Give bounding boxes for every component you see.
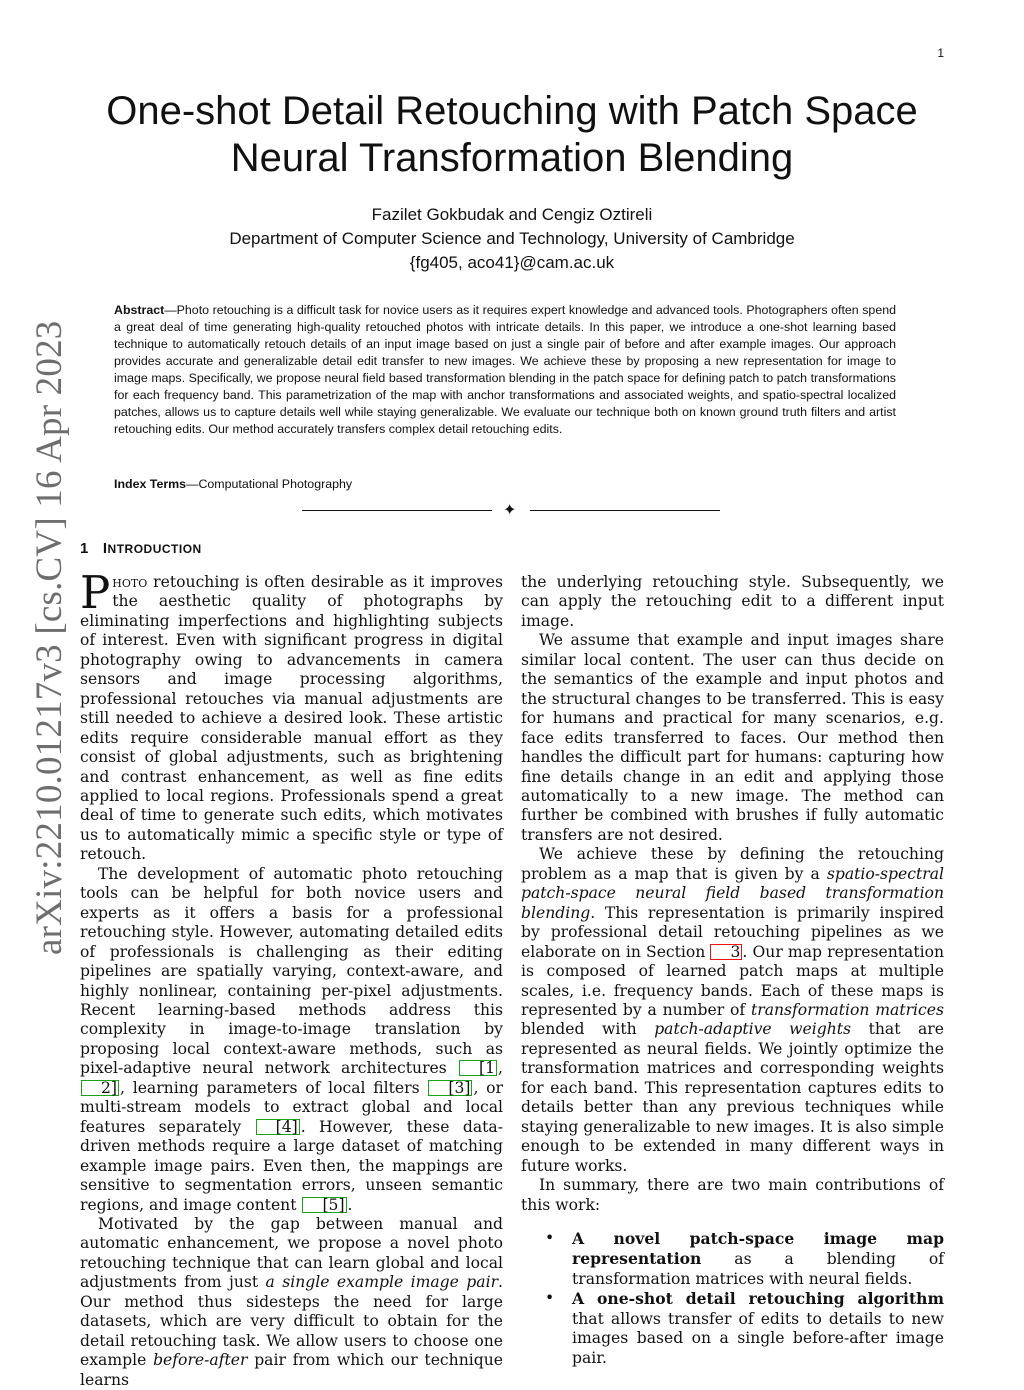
citation-link-2[interactable]: 2] [81, 1080, 119, 1096]
citation-link-4[interactable]: [4] [256, 1119, 300, 1135]
right-column [521, 573, 944, 1368]
abstract-label: Abstract [114, 303, 165, 317]
paragraph-text: . [347, 1195, 353, 1214]
intro-paragraph-6 [521, 845, 944, 1176]
paragraph-text: blended with [521, 1020, 655, 1039]
paragraph-text: , [498, 1059, 503, 1078]
author-email: {fg405, aco41}@cam.ac.uk [409, 253, 615, 272]
paragraph-text: We achieve these by defining the retouching problem as a map that is given by a [521, 845, 944, 883]
separator-rule-right [530, 510, 720, 511]
drop-cap: P [80, 566, 111, 619]
left-column [80, 566, 503, 1390]
paragraph-text: . Our method thus sidesteps the need for large datasets, which are very difficult to obtain for the detail retouching task. We allow users to choose one example [80, 1273, 503, 1370]
section-title-rest: NTRODUCTION [107, 542, 202, 556]
title-line-2: Neural Transformation Blending [230, 136, 794, 180]
citation-link-1[interactable]: [1 [459, 1060, 497, 1076]
intro-paragraph-7: In summary, there are two main contributions of this work: [521, 1176, 944, 1214]
contributions-list [521, 1229, 944, 1368]
section-ref-link[interactable]: 3 [710, 944, 742, 960]
bold-text: A one-shot detail retouching algorithm [572, 1289, 944, 1309]
paragraph-text: as a blending of transformation matrices with neural fields. [572, 1250, 944, 1288]
index-terms-text: —Computational Photography [186, 477, 353, 491]
emphasis-text: before-after [153, 1351, 248, 1370]
paper-title [80, 88, 944, 182]
citation-link-3[interactable]: [3] [428, 1080, 472, 1096]
paragraph-text: , or multi-stream models to extract global and local features separately [80, 1078, 503, 1136]
small-caps-lead: hoto [112, 573, 148, 591]
contribution-item-2 [521, 1289, 944, 1368]
abstract [114, 302, 896, 438]
paragraph-text: pair from which our technique learns [80, 1351, 503, 1389]
author-names: Fazilet Gokbudak and Cengiz Oztireli [371, 205, 653, 224]
paragraph-text: . However, these data-driven methods require a large dataset of matching example image pairs. Even then, the mappings are sensitive to segmentation errors, unseen semantic regions, and image content [80, 1117, 503, 1214]
emphasis-text: a single example image pair [265, 1273, 499, 1292]
paragraph-text: that allows transfer of edits to details to new images based on a single before-after image pair. [572, 1309, 944, 1367]
title-line-1: One-shot Detail Retouching with Patch Space [106, 89, 918, 133]
section-number: 1 [80, 540, 89, 557]
author-affiliation: Department of Computer Science and Technology, University of Cambridge [229, 229, 795, 248]
contribution-item-1 [521, 1229, 944, 1289]
emphasis-text: spatio-spectral patch-space neural field based transformation blending [521, 864, 944, 922]
intro-paragraph-5: We assume that example and input images share similar local content. The user can thus decide on the semantics of the example and input photos and the structural changes to be transferred. This is easy for humans and practical for many scenarios, e.g. face edits transferred to faces. Our method then handles the difficult part for humans: capturing how fine details change in an edit and applying those automatically to a new image. The method can further be combined with brushes if fully automatic transfers are not desired. [521, 631, 944, 844]
paragraph-text: . This representation is primarily inspired by professional detail retouching pipelines as we elaborate on in Section [521, 903, 944, 961]
intro-paragraph-1 [80, 566, 503, 865]
abstract-text: —Photo retouching is a difficult task for novice users as it requires expert knowledge and advanced tools. Photographers often spend a great deal of time generating high-quality retouched photos with intricate details. In this paper, we introduce a one-shot learning based technique to automatically retouch details of an input image based on just a single pair of before and after example images. Our approach provides accurate and generalizable detail edit transfer to new images. We achieve these by proposing a new representation for image to image maps. Specifically, we propose neural field based transformation blending in the patch space for defining patch to patch transformations for each frequency band. This parametrization of the map with anchor transformations and associated weights, and spatio-spectral localized patches, allows us to capture details well while staying generalizable. We evaluate our technique both on known ground truth filters and artist retouching edits. Our method accurately transfers complex detail retouching edits. [114, 303, 896, 436]
index-terms-label: Index Terms [114, 477, 187, 491]
separator-rule-left [302, 510, 492, 511]
section-heading [80, 540, 202, 557]
paragraph-text: retouching is often desirable as it improves the aesthetic quality of photographs by eliminating imperfections and highlighting subjects of interest. Even with significant progress in digital photography owing to advancements in camera sensors and image processing algorithms, professional retouches via manual adjustments are still needed to achieve a desired look. These artistic edits require considerable manual effort as they consist of global adjustments, such as brightening and contrast enhancement, as well as fine edits applied to local regions. Professionals spend a great deal of time to generate such edits, which motivates us to automatically mimic a specific style or type of retouch. [80, 573, 503, 864]
author-block [80, 203, 944, 275]
intro-paragraph-2 [80, 865, 503, 1215]
paragraph-text: , learning parameters of local filters [120, 1078, 428, 1097]
section-initial: I [102, 540, 108, 557]
paragraph-text: The development of automatic photo retouching tools can be helpful for both novice users and experts as it offers a basis for a professional retouching style. However, automating detailed edits of professionals is challenging as their editing pipelines are spatially varying, context-aware, and highly nonlinear, containing per-pixel adjustments. Recent learning-based methods address this complexity in image-to-image translation by proposing local context-aware methods, such as pixel-adaptive neural network architectures [80, 864, 503, 1078]
separator-star-icon: ✦ [503, 500, 517, 519]
emphasis-text: transformation matrices [750, 1000, 944, 1019]
paragraph-text: . Our map representation is composed of learned patch maps at multiple scales, i.e. frequency bands. Each of these maps is represented by a number of [521, 942, 944, 1019]
paragraph-text: Motivated by the gap between manual and automatic enhancement, we propose a novel photo retouching technique that can learn global and local adjustments from just [80, 1214, 503, 1292]
bold-text: A novel patch-space image map representation [572, 1228, 944, 1269]
index-terms [114, 476, 352, 493]
paragraph-text: that are represented as neural fields. We jointly optimize the transformation matrices and corresponding weights for each band. This representation captures edits to details better than any previous techniques while staying generalizable to new images. It is also simple enough to be extended in many different ways in future works. [521, 1020, 944, 1175]
arxiv-stamp: arXiv:2210.01217v3 [cs.CV] 16 Apr 2023 [29, 320, 70, 955]
emphasis-text: patch-adaptive weights [654, 1020, 852, 1039]
page-number: 1 [937, 46, 944, 60]
intro-paragraph-4: the underlying retouching style. Subsequently, we can apply the retouching edit to a different input image. [521, 573, 944, 630]
intro-paragraph-3 [80, 1215, 503, 1390]
citation-link-5[interactable]: [5] [302, 1197, 346, 1213]
